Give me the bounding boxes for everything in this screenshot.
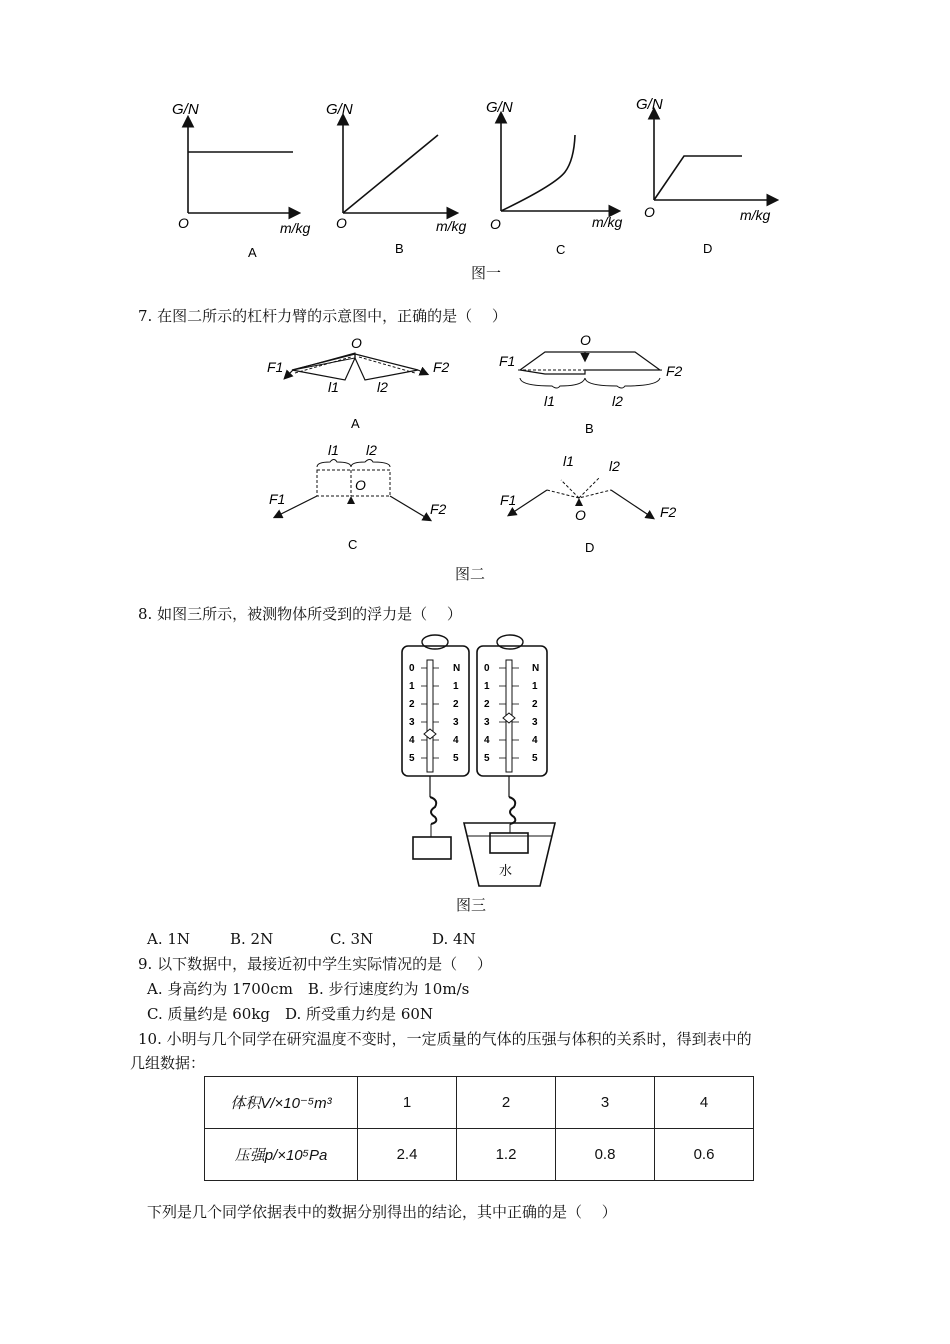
table-cell: 2	[457, 1077, 556, 1129]
lever-d-f2: F2	[660, 504, 677, 520]
q8-option-a: A. 1N	[147, 930, 191, 948]
scale-left-mark-3: 3	[409, 717, 415, 728]
scale-right-mark-4r: 4	[532, 735, 538, 746]
q9-options-row1: A. 身高约为 1700cm B. 步行速度约为 10m/s	[147, 980, 470, 998]
lever-c-caption: C	[348, 537, 358, 552]
lever-a-f2: F2	[433, 359, 450, 375]
lever-d-l1: l1	[563, 453, 574, 469]
scale-left-mark-1: 1	[409, 681, 415, 692]
graph-d-y-label: G/N	[636, 96, 663, 113]
table-cell: 4	[655, 1077, 754, 1129]
table-cell: 3	[556, 1077, 655, 1129]
scale-right-mark-3r: 3	[532, 717, 538, 728]
table-header-volume: 体积V/×10⁻⁵m³	[205, 1077, 358, 1129]
scale-left-unit: N	[453, 663, 461, 674]
lever-d-o: O	[575, 507, 586, 523]
lever-c-o: O	[355, 477, 366, 493]
lever-c-l1: l1	[328, 442, 339, 458]
q9-options-row2: C. 质量约是 60kg D. 所受重力约是 60N	[147, 1005, 434, 1023]
lever-b-l2: l2	[612, 393, 623, 409]
scale-left-mark-2: 2	[409, 699, 415, 710]
lever-a	[267, 335, 450, 431]
scale-right-unit: N	[532, 663, 540, 674]
scale-left-mark-3r: 3	[453, 717, 459, 728]
lever-b-f1: F1	[499, 353, 516, 369]
graph-a-x-label: m/kg	[280, 220, 311, 236]
scale-right-mark-2: 2	[484, 699, 490, 710]
q8-option-b: B. 2N	[230, 930, 274, 948]
lever-a-f1: F1	[267, 359, 284, 375]
lever-d-f1: F1	[500, 492, 517, 508]
graph-d	[636, 96, 776, 256]
figure-3-caption: 图三	[456, 896, 487, 914]
lever-c-l2: l2	[366, 442, 377, 458]
scale-left-mark-4: 4	[409, 735, 415, 746]
lever-b-l1: l1	[544, 393, 555, 409]
lever-c-f1: F1	[269, 491, 286, 507]
graph-b-y-label: G/N	[326, 101, 353, 118]
graph-c-x-label: m/kg	[592, 214, 623, 230]
graph-a-caption: A	[248, 245, 257, 260]
lever-d	[500, 453, 677, 555]
figure-3-spring-scales	[395, 632, 565, 894]
graph-a-y-label: G/N	[172, 101, 199, 118]
scale-right-mark-3: 3	[484, 717, 490, 728]
scale-left-mark-0: 0	[409, 663, 415, 674]
graph-b-caption: B	[395, 241, 404, 256]
graph-a	[172, 101, 311, 260]
lever-b	[499, 332, 683, 436]
scale-left-mark-4r: 4	[453, 735, 459, 746]
question-10-after: 下列是几个同学依据表中的数据分别得出的结论，其中正确的是（ ）	[147, 1203, 617, 1221]
graph-c-y-label: G/N	[486, 99, 513, 116]
scale-right-mark-5: 5	[484, 753, 490, 764]
water-label: 水	[499, 863, 513, 878]
graph-a-origin: O	[178, 215, 189, 231]
lever-b-o: O	[580, 332, 591, 348]
table-header-pressure: 压强p/×10⁵Pa	[205, 1129, 358, 1181]
question-10-line1: 10. 小明与几个同学在研究温度不变时，一定质量的气体的压强与体积的关系时，得到表中的	[138, 1030, 752, 1048]
figure-2-caption: 图二	[455, 565, 486, 583]
figure-1-caption: 图一	[471, 264, 502, 282]
lever-b-caption: B	[585, 421, 594, 436]
figure-2-levers	[255, 330, 695, 560]
graph-d-x-label: m/kg	[740, 207, 771, 223]
question-9: 9. 以下数据中，最接近初中学生实际情况的是（ ）	[138, 955, 492, 973]
question-7: 7. 在图二所示的杠杆力臂的示意图中，正确的是（ ）	[138, 307, 507, 325]
table-cell: 0.8	[556, 1129, 655, 1181]
question-10-line2: 几组数据：	[130, 1054, 206, 1072]
table-row-volume	[205, 1077, 754, 1129]
lever-d-l2: l2	[609, 458, 620, 474]
question-8: 8. 如图三所示，被测物体所受到的浮力是（ ）	[138, 605, 462, 623]
graph-d-origin: O	[644, 204, 655, 220]
table-row-pressure	[205, 1129, 754, 1181]
figure-1-graphs	[160, 90, 790, 260]
graph-c-origin: O	[490, 216, 501, 232]
scale-left-mark-1r: 1	[453, 681, 459, 692]
q8-option-d: D. 4N	[432, 930, 476, 948]
scale-left-mark-2r: 2	[453, 699, 459, 710]
spring-scale-right	[464, 635, 555, 886]
lever-c	[269, 442, 447, 552]
lever-a-l2: l2	[377, 379, 388, 395]
scale-right-mark-1r: 1	[532, 681, 538, 692]
graph-c	[486, 99, 623, 257]
scale-right-mark-0: 0	[484, 663, 490, 674]
graph-b	[326, 101, 467, 256]
scale-right-mark-4: 4	[484, 735, 490, 746]
graph-c-caption: C	[556, 242, 566, 257]
graph-d-caption: D	[703, 241, 713, 256]
table-cell: 0.6	[655, 1129, 754, 1181]
scale-left-mark-5r: 5	[453, 753, 459, 764]
lever-c-f2: F2	[430, 501, 447, 517]
lever-a-caption: A	[351, 416, 360, 431]
scale-right-mark-1: 1	[484, 681, 490, 692]
q8-option-c: C. 3N	[330, 930, 374, 948]
table-cell: 1.2	[457, 1129, 556, 1181]
graph-b-x-label: m/kg	[436, 218, 467, 234]
data-table	[204, 1076, 754, 1181]
graph-b-origin: O	[336, 215, 347, 231]
table-cell: 1	[358, 1077, 457, 1129]
lever-a-l1: l1	[328, 379, 339, 395]
lever-a-o: O	[351, 335, 362, 351]
scale-right-mark-5r: 5	[532, 753, 538, 764]
table-cell: 2.4	[358, 1129, 457, 1181]
lever-b-f2: F2	[666, 363, 683, 379]
scale-right-mark-2r: 2	[532, 699, 538, 710]
spring-scale-left	[402, 635, 469, 859]
scale-left-mark-5: 5	[409, 753, 415, 764]
lever-d-caption: D	[585, 540, 595, 555]
